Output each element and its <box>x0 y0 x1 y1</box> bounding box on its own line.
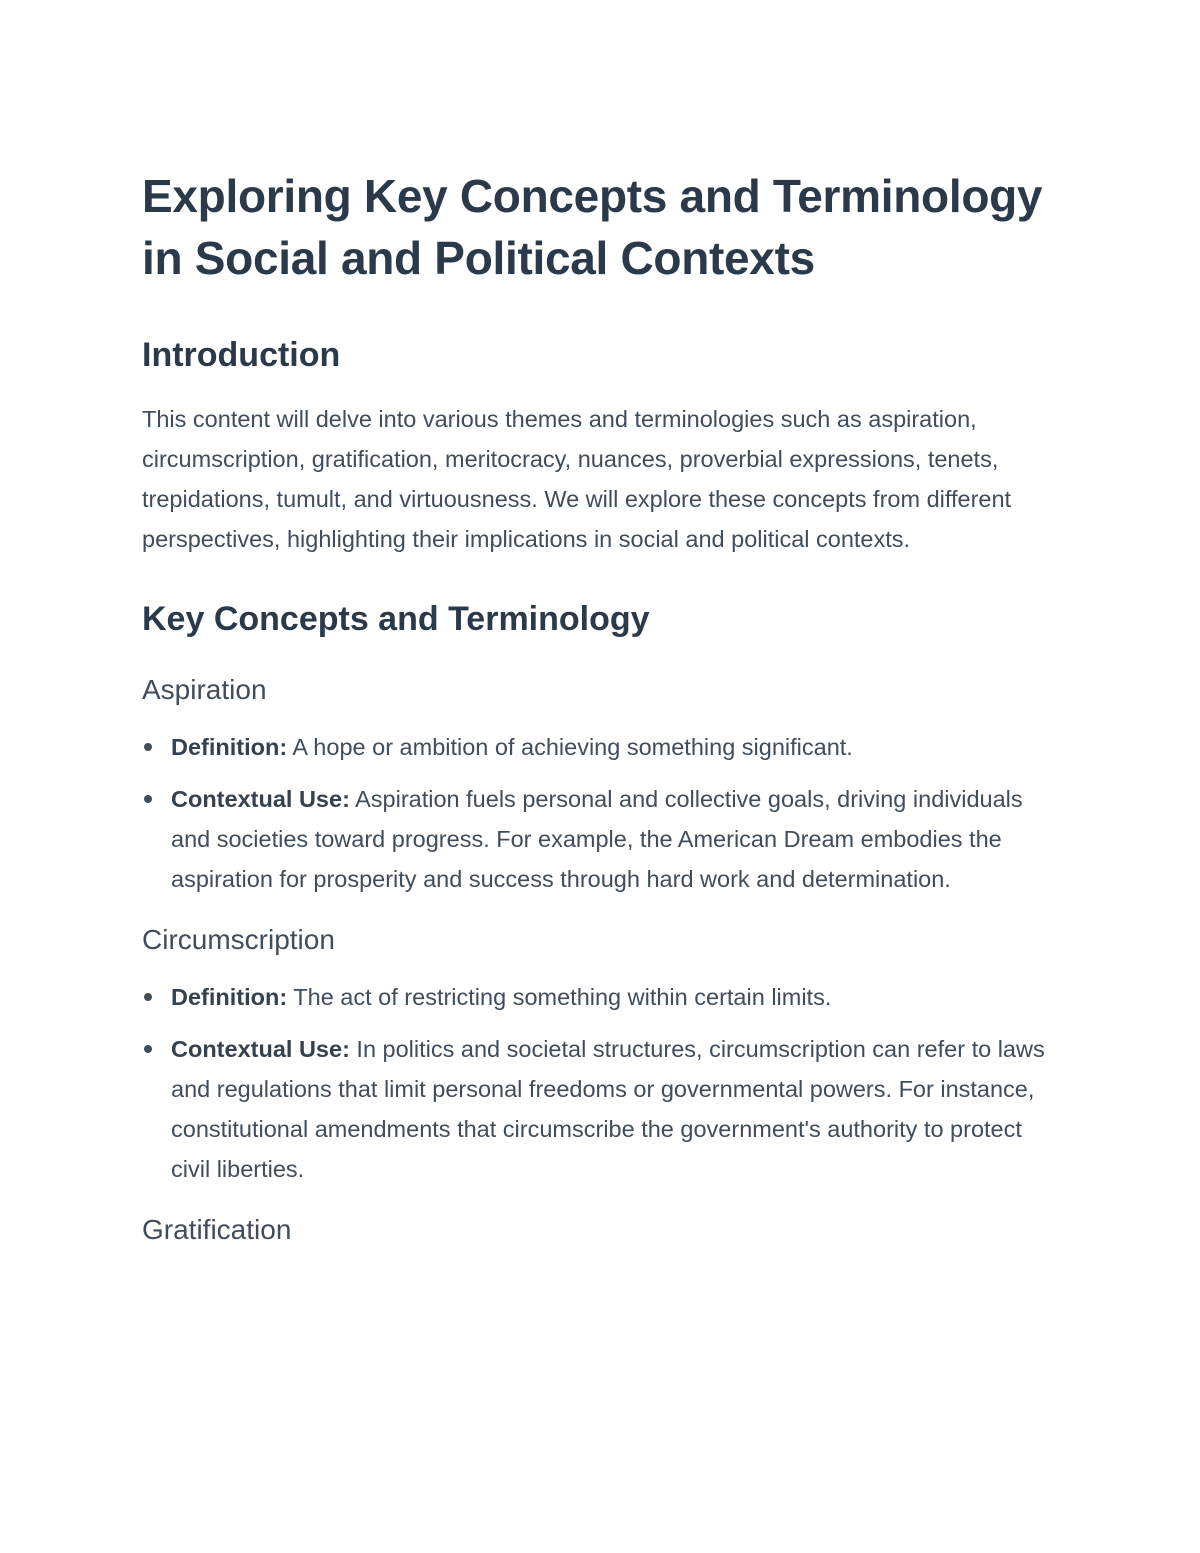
contextual-use-text: Aspiration fuels personal and collective goals, driving individuals and societies toward progress. For example, the American Dream embodies the aspiration for prosperity and success through hard work and determination. <box>171 786 1023 892</box>
document-title: Exploring Key Concepts and Terminology in Social and Political Contexts <box>142 170 1043 284</box>
introduction-heading: Introduction <box>142 336 341 374</box>
bullet-icon <box>144 1045 152 1053</box>
document-page <box>142 165 1062 1249</box>
definition-label: Definition: <box>171 984 288 1010</box>
contextual-use-text: In politics and societal structures, circumscription can refer to laws and regulations that limit personal freedoms or governmental powers. For instance, constitutional amendments that circumscribe the government's authority to protect civil liberties. <box>171 1036 1045 1182</box>
definition-label: Definition: <box>171 734 288 760</box>
bullet-icon <box>144 795 152 803</box>
bullet-icon <box>144 993 152 1001</box>
term-section-circumscription <box>142 921 1062 1189</box>
contextual-use-label: Contextual Use: <box>171 786 350 812</box>
bullet-icon <box>144 743 152 751</box>
contextual-use-item <box>142 779 1062 899</box>
term-bullet-list <box>142 727 1062 899</box>
definition-item <box>142 727 1062 767</box>
definition-text: The act of restricting something within certain limits. <box>287 984 832 1010</box>
definition-item <box>142 977 1062 1017</box>
definition-text: A hope or ambition of achieving something significant. <box>287 734 853 760</box>
contextual-use-label: Contextual Use: <box>171 1036 350 1062</box>
term-heading: Circumscription <box>142 924 335 955</box>
term-bullet-list <box>142 977 1062 1189</box>
introduction-paragraph: This content will delve into various themes and terminologies such as aspiration, circumscription, gratification, meritocracy, nuances, proverbial expressions, tenets, trepidations, tumult, and virtuousness. We will explore these concepts from different perspectives, highlighting their implications in social and political contexts. <box>142 406 1012 552</box>
contextual-use-item <box>142 1029 1062 1189</box>
key-concepts-heading: Key Concepts and Terminology <box>142 600 650 638</box>
term-section-aspiration <box>142 671 1062 899</box>
term-heading: Aspiration <box>142 674 267 705</box>
term-heading-gratification: Gratification <box>142 1214 292 1245</box>
